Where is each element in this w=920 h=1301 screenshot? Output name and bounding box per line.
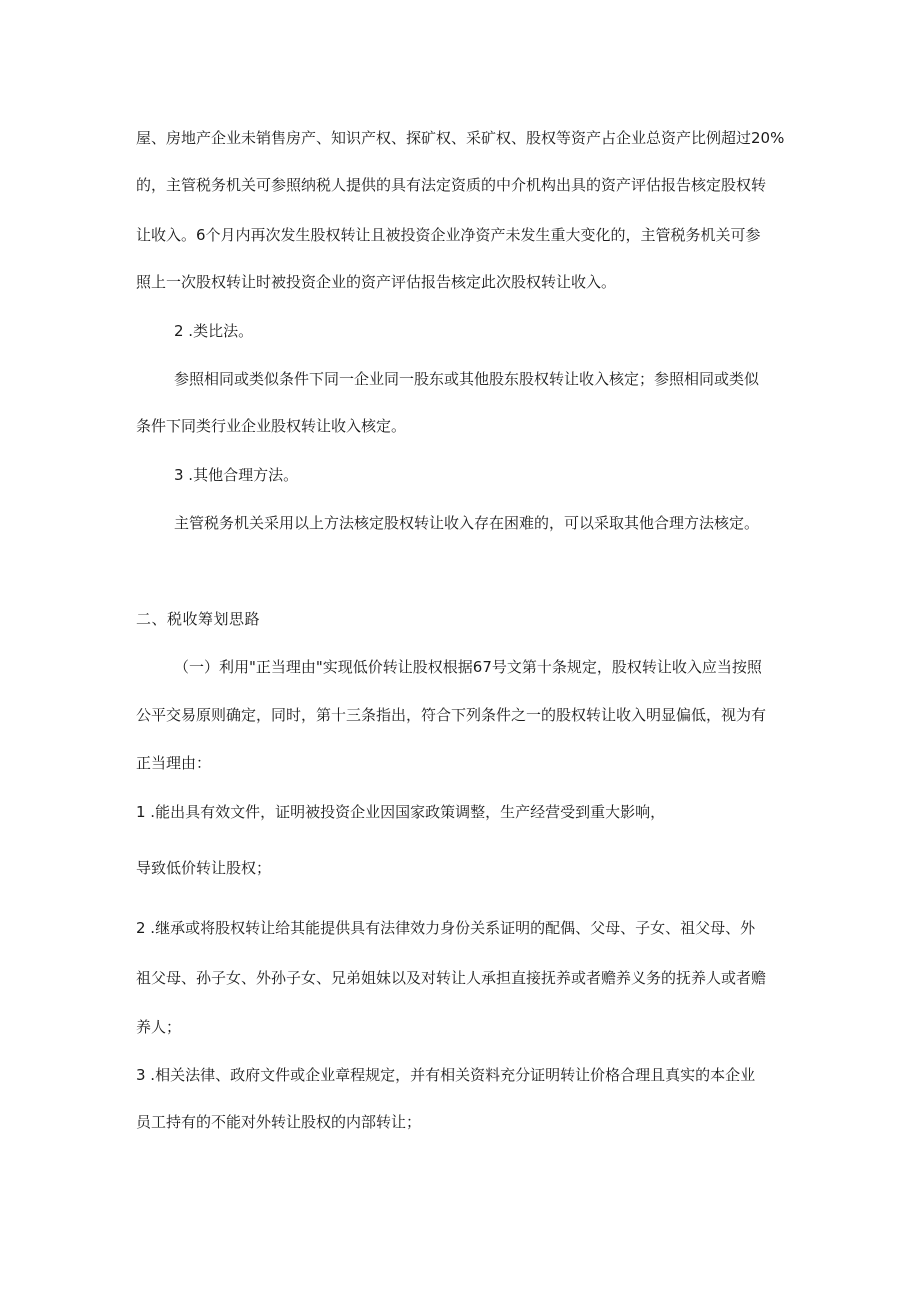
condition-2-line-1: 2 .继承或将股权转让给其能提供具有法律效力身份关系证明的配偶、父母、子女、祖父母、外 <box>136 919 756 937</box>
condition-2-line-2: 祖父母、孙子女、外孙子女、兄弟姐妹以及对转让人承担直接抚养或者赡养义务的抚养人或者赡 <box>136 969 767 987</box>
paragraph-1-line-4: 照上一次股权转让时被投资企业的资产评估报告核定此次股权转让收入。 <box>136 273 617 291</box>
condition-1-line-2: 导致低价转让股权； <box>136 859 272 877</box>
section-2-heading: 二、税收筹划思路 <box>136 610 261 628</box>
item-2-title: 2 .类比法。 <box>174 322 254 340</box>
paragraph-4-line-3: 正当理由： <box>136 754 212 772</box>
paragraph-2-line-1: 参照相同或类似条件下同一企业同一股东或其他股东股权转让收入核定；参照相同或类似 <box>174 370 760 388</box>
paragraph-2-line-2: 条件下同类行业企业股权转让收入核定。 <box>136 417 407 435</box>
paragraph-1-line-1: 屋、房地产企业未销售房产、知识产权、探矿权、采矿权、股权等资产占企业总资产比例超过20% <box>136 129 785 147</box>
paragraph-1-line-2: 的，主管税务机关可参照纳税人提供的具有法定资质的中介机构出具的资产评估报告核定股权转 <box>136 176 767 194</box>
paragraph-3: 主管税务机关采用以上方法核定股权转让收入存在困难的，可以采取其他合理方法核定。 <box>174 514 760 532</box>
condition-3-line-1: 3 .相关法律、政府文件或企业章程规定，并有相关资料充分证明转让价格合理且真实的本企业 <box>136 1066 756 1084</box>
condition-1-line-1: 1 .能出具有效文件，证明被投资企业因国家政策调整，生产经营受到重大影响， <box>136 803 666 821</box>
condition-3-line-2: 员工持有的不能对外转让股权的内部转让； <box>136 1113 422 1131</box>
condition-2-line-3: 养人； <box>136 1018 182 1036</box>
paragraph-4-line-2: 公平交易原则确定，同时，第十三条指出，符合下列条件之一的股权转让收入明显偏低，视为有 <box>136 706 767 724</box>
paragraph-4-line-1: （一）利用"正当理由"实现低价转让股权根据67号文第十条规定，股权转让收入应当按照 <box>174 658 762 676</box>
item-3-title: 3 .其他合理方法。 <box>174 466 299 484</box>
paragraph-1-line-3: 让收入。6个月内再次发生股权转让且被投资企业净资产未发生重大变化的，主管税务机关可参 <box>136 226 761 244</box>
